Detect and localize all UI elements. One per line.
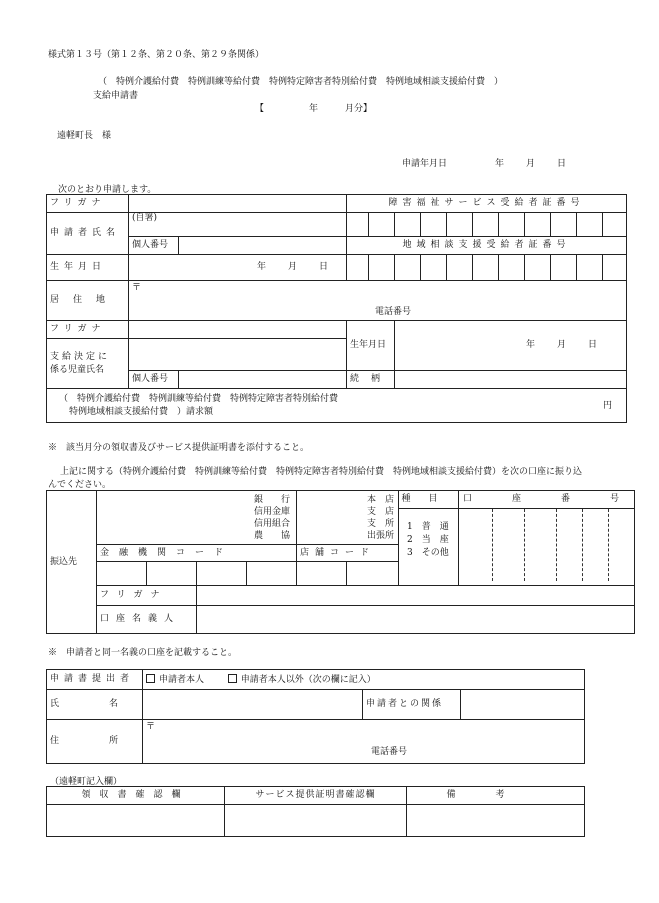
option-other-checkbox[interactable] bbox=[228, 674, 237, 683]
yen-label: 円 bbox=[603, 401, 613, 411]
personal-number-label: 個人番号 bbox=[129, 237, 179, 255]
submitter-table bbox=[46, 669, 585, 764]
relation-label: 続柄 bbox=[347, 371, 395, 389]
claim-amount-row[interactable] bbox=[47, 389, 627, 423]
account-number-cell[interactable] bbox=[459, 491, 659, 586]
bank-type: 信用金庫 bbox=[254, 506, 291, 517]
addressee: 遠軽町長 様 bbox=[57, 131, 112, 141]
consult-digit[interactable] bbox=[347, 255, 369, 281]
form-title-line1: （ 特例介護給付費 特例訓練等給付費 特例特定障害者特別給付費 特例地域相談支援給付費 ） bbox=[98, 77, 504, 87]
child-name-label-1: 支給決定に bbox=[50, 351, 111, 362]
application-date-label: 申請年月日 bbox=[402, 159, 448, 169]
submitter-label: 申請書提出者 bbox=[47, 670, 143, 690]
kind-label: 種目 bbox=[399, 491, 458, 509]
branch-type: 支 店 bbox=[367, 506, 395, 517]
cert-digit[interactable] bbox=[551, 213, 577, 237]
child-furigana-field[interactable] bbox=[129, 321, 347, 339]
intro-text: 次のとおり申請します。 bbox=[58, 185, 157, 195]
child-name-label-2: 係る児童氏名 bbox=[50, 364, 105, 375]
consult-digit[interactable] bbox=[525, 255, 551, 281]
furigana-label: フリガナ bbox=[47, 195, 129, 213]
submitter-postal-mark: 〒 bbox=[146, 722, 156, 732]
account-digits[interactable] bbox=[459, 509, 634, 581]
consult-digit[interactable] bbox=[551, 255, 577, 281]
furikomi-label: 振込先 bbox=[47, 491, 97, 634]
bank-type: 信用組合 bbox=[254, 518, 291, 529]
furigana-field[interactable] bbox=[129, 195, 347, 213]
applicant-name-field[interactable] bbox=[129, 213, 347, 237]
bank-table bbox=[46, 490, 659, 634]
consult-digit[interactable] bbox=[473, 255, 499, 281]
bank-code-digit[interactable] bbox=[197, 562, 247, 586]
consult-digit[interactable] bbox=[499, 255, 525, 281]
cert-digit[interactable] bbox=[525, 213, 551, 237]
receipt-check-header: 領収書確認欄 bbox=[47, 787, 225, 805]
child-name-field[interactable] bbox=[129, 339, 347, 371]
bank-type: 銀 行 bbox=[254, 494, 291, 505]
child-dob-field[interactable] bbox=[395, 321, 627, 371]
consult-digit[interactable] bbox=[577, 255, 603, 281]
cert-digit[interactable] bbox=[577, 213, 603, 237]
personal-number-field[interactable] bbox=[179, 237, 347, 255]
kind-option[interactable]: 2 当 座 bbox=[407, 535, 449, 545]
bank-intro: 上記に関する（特例介護給付費 特例訓練等給付費 特例特定障害者特別給付費 特例地域相談支援給付費）を次の口座に振り込んでください。 bbox=[48, 467, 583, 490]
bank-name-field[interactable] bbox=[97, 491, 297, 545]
receipt-check-field[interactable] bbox=[47, 805, 225, 837]
child-furigana-label: フリガナ bbox=[47, 321, 129, 339]
account-holder-label: 口座名義人 bbox=[97, 606, 197, 634]
kind-option[interactable]: 1 普 通 bbox=[407, 522, 449, 532]
note-receipts: ※ 該当月分の領収書及びサービス提供証明書を添付すること。 bbox=[48, 443, 310, 453]
branch-code-label: 店舗コード bbox=[297, 545, 399, 562]
consult-digit[interactable] bbox=[421, 255, 447, 281]
date-year: 年 bbox=[495, 159, 505, 169]
service-cert-check-field[interactable] bbox=[225, 805, 407, 837]
submitter-address-field[interactable] bbox=[143, 720, 585, 764]
branch-code-digit[interactable] bbox=[347, 562, 399, 586]
child-dob-day: 日 bbox=[588, 340, 598, 350]
child-personal-number-label: 個人番号 bbox=[129, 371, 179, 389]
branch-code-digit[interactable] bbox=[297, 562, 347, 586]
consult-digit[interactable] bbox=[395, 255, 421, 281]
submitter-address-label: 住所 bbox=[47, 720, 143, 764]
consult-digit[interactable] bbox=[603, 255, 627, 281]
date-month: 月 bbox=[526, 159, 536, 169]
cert-digit[interactable] bbox=[369, 213, 395, 237]
cert-digit[interactable] bbox=[421, 213, 447, 237]
account-holder-field[interactable] bbox=[197, 606, 635, 634]
consult-digit[interactable] bbox=[447, 255, 473, 281]
kind-option[interactable]: 3 その他 bbox=[407, 548, 449, 558]
application-date bbox=[402, 156, 566, 169]
dob-month: 月 bbox=[288, 262, 298, 272]
account-digit[interactable] bbox=[608, 509, 634, 581]
cert-number-label: 障害福祉サービス受給者証番号 bbox=[347, 195, 627, 213]
branch-type: 出張所 bbox=[367, 530, 395, 541]
child-dob-label: 生年月日 bbox=[347, 321, 395, 371]
applicant-name-label: 申請者氏名 bbox=[47, 213, 129, 255]
postal-mark: 〒 bbox=[132, 283, 142, 293]
form-number: 様式第１３号（第１２条、第２０条、第２９条関係） bbox=[48, 50, 265, 60]
submitter-options bbox=[143, 670, 585, 690]
child-dob-month: 月 bbox=[557, 340, 567, 350]
dob-day: 日 bbox=[319, 262, 329, 272]
account-digit[interactable] bbox=[524, 509, 556, 581]
applicant-table bbox=[46, 194, 627, 423]
service-cert-check-header: サービス提供証明書確認欄 bbox=[225, 787, 407, 805]
cert-digit[interactable] bbox=[603, 213, 627, 237]
branch-type: 本 店 bbox=[367, 494, 395, 505]
address-field[interactable] bbox=[129, 281, 627, 321]
consult-digit[interactable] bbox=[369, 255, 395, 281]
remarks-field[interactable] bbox=[407, 805, 585, 837]
submitter-name-field[interactable] bbox=[143, 690, 363, 720]
date-day: 日 bbox=[557, 159, 567, 169]
relation-field[interactable] bbox=[395, 371, 627, 389]
relation-to-applicant-field[interactable] bbox=[461, 690, 585, 720]
option-other-label: 申請者本人以外（次の欄に記入） bbox=[240, 674, 376, 685]
holder-furigana-field[interactable] bbox=[197, 586, 635, 606]
account-digit[interactable] bbox=[582, 509, 608, 581]
branch-name-field[interactable] bbox=[297, 491, 399, 545]
bank-code-digit[interactable] bbox=[247, 562, 297, 586]
form-title-line2: 支給申請書 bbox=[93, 91, 139, 101]
account-digit[interactable] bbox=[459, 509, 492, 581]
cert-digit[interactable] bbox=[347, 213, 369, 237]
bank-code-label: 金融機関コード bbox=[97, 545, 297, 562]
signature-note: (自署) bbox=[132, 213, 158, 223]
child-dob-year: 年 bbox=[526, 340, 536, 350]
claim-line1: （ 特例介護給付費 特例訓練等給付費 特例特定障害者特別給付費 bbox=[59, 393, 339, 404]
cert-digit[interactable] bbox=[395, 213, 421, 237]
account-number-label: 口座番号 bbox=[459, 491, 634, 509]
claim-line2: 特例地域相談支援給付費 ）請求額 bbox=[69, 406, 214, 417]
submitter-phone-label: 電話番号 bbox=[371, 747, 408, 757]
cert-digit[interactable] bbox=[499, 213, 525, 237]
note-same-name: ※ 申請者と同一名義の口座を記載すること。 bbox=[48, 648, 238, 658]
account-digit[interactable] bbox=[556, 509, 582, 581]
office-table bbox=[46, 786, 585, 837]
bank-code-digit[interactable] bbox=[97, 562, 147, 586]
dob-label: 生年月日 bbox=[47, 255, 129, 281]
account-digit[interactable] bbox=[492, 509, 524, 581]
address-label: 居住地 bbox=[47, 281, 129, 321]
phone-label: 電話番号 bbox=[375, 307, 412, 317]
dob-year: 年 bbox=[257, 262, 267, 272]
cert-digit[interactable] bbox=[447, 213, 473, 237]
account-kind-cell[interactable] bbox=[399, 491, 459, 586]
child-personal-number-field[interactable] bbox=[179, 371, 347, 389]
consult-cert-label: 地域相談支援受給者証番号 bbox=[347, 237, 627, 255]
office-use-label: （遠軽町記入欄） bbox=[50, 777, 123, 787]
remarks-header: 備考 bbox=[407, 787, 585, 805]
dob-field[interactable] bbox=[129, 255, 347, 281]
bank-code-digit[interactable] bbox=[147, 562, 197, 586]
holder-furigana-label: フリガナ bbox=[97, 586, 197, 606]
cert-digit[interactable] bbox=[473, 213, 499, 237]
branch-type: 支 所 bbox=[367, 518, 395, 529]
option-self-label: 申請者本人 bbox=[159, 674, 205, 685]
target-month: 【 年 月分】 bbox=[255, 104, 373, 114]
child-name-label bbox=[47, 339, 129, 389]
relation-to-applicant-label: 申請者との関係 bbox=[363, 690, 461, 720]
option-self-checkbox[interactable] bbox=[146, 674, 155, 683]
bank-type: 農 協 bbox=[254, 530, 291, 541]
submitter-name-label: 氏名 bbox=[47, 690, 143, 720]
